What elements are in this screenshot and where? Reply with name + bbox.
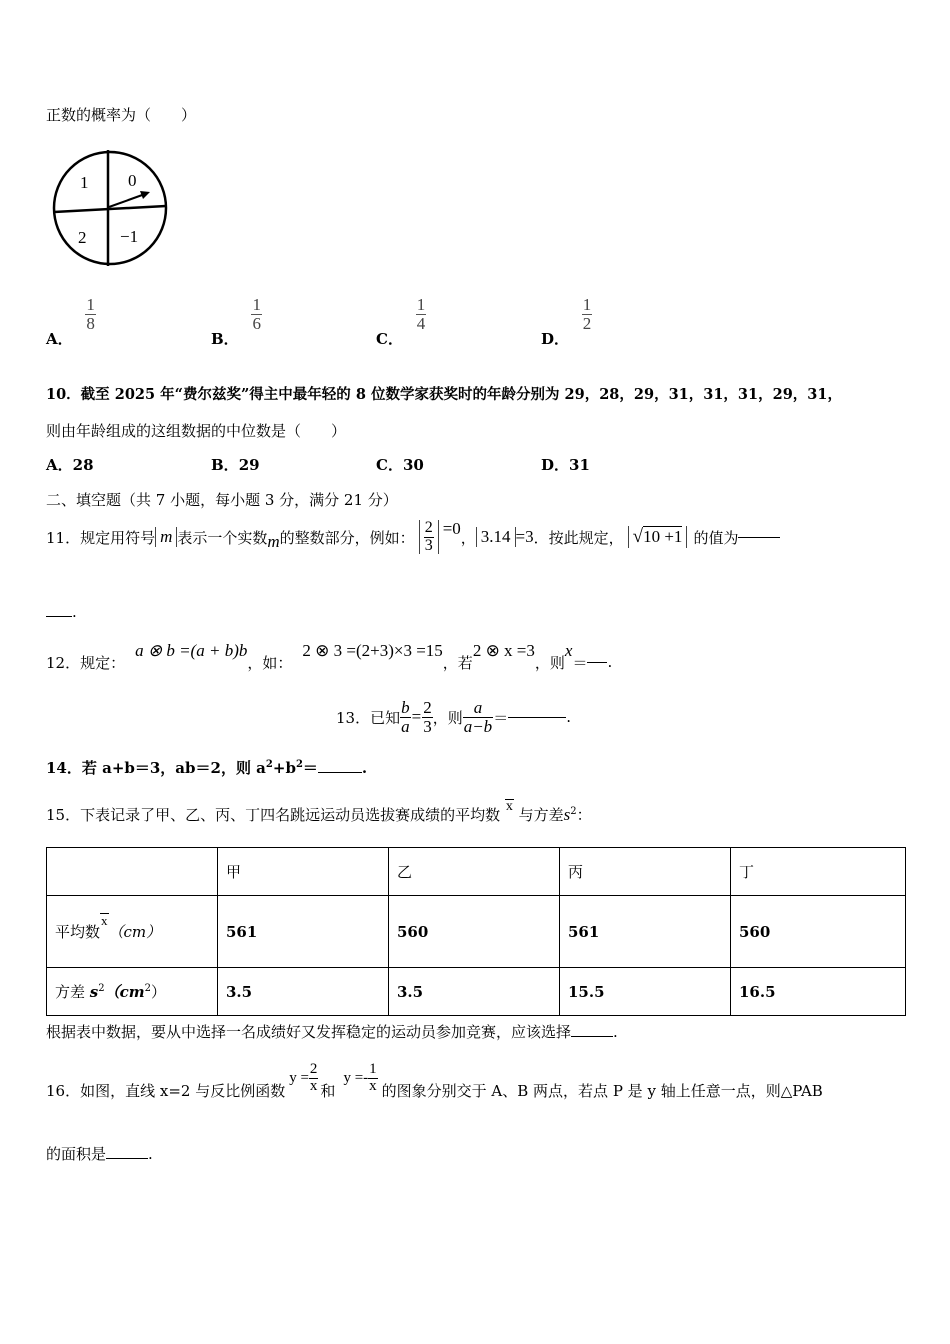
q10-option-c: C．30 xyxy=(376,456,424,474)
spinner-arrow xyxy=(109,194,145,207)
q12: 12．规定： a ⊗ b =(a + b)b ，如： 2 ⊗ 3 =(2+3)×3 =15 ，若 2 ⊗ x =3 ，则 x ＝ . xyxy=(46,641,613,672)
spinner-figure xyxy=(50,146,172,270)
q11-answer-blank xyxy=(738,536,780,538)
table-row-mean: 平均数x（cm） 561 560 561 560 xyxy=(47,896,906,968)
q9-option-c-fraction: $\frac{1}{4}$ xyxy=(416,295,426,333)
q11-expression: √10 +1 xyxy=(628,526,688,548)
q12-condition: 2 ⊗ x =3 xyxy=(472,641,535,660)
q9-option-d-fraction: $\frac{1}{2}$ xyxy=(582,295,592,333)
table-header-yi: 乙 xyxy=(389,848,560,896)
spinner-sector-neg1: −1 xyxy=(120,227,139,246)
table-header-jia: 甲 xyxy=(218,848,389,896)
q16-line2: 的面积是 . xyxy=(46,1145,153,1163)
table-row-variance: 方差 $s^2(cm^2)$ 3.5 3.5 15.5 16.5 xyxy=(47,968,906,1016)
table-header-row xyxy=(47,848,906,896)
q9-stem: 正数的概率为（ ） xyxy=(46,106,197,124)
q10-line1: 10．截至 2025 年“费尔兹奖”得主中最年轻的 8 位数学家获奖时的年龄分别为 29，28，29，31，31，31，29，31， xyxy=(46,386,842,403)
q12-definition: a ⊗ b =(a + b)b xyxy=(135,641,248,660)
q12-answer-blank xyxy=(587,661,607,663)
q15-stem: 15．下表记录了甲、乙、丙、丁四名跳远运动员选拔赛成绩的平均数 x 与方差$s^2$： xyxy=(46,799,592,824)
q12-example: 2 ⊗ 3 =(2+3)×3 =15 xyxy=(302,641,443,660)
q9-option-a: A． $\frac{1}{8}$ xyxy=(46,295,95,349)
spinner-sector-2: 2 xyxy=(78,228,87,247)
spinner-sector-0: 0 xyxy=(128,171,137,190)
spinner-arrow-head xyxy=(140,191,150,199)
table-row-mean-label: 平均数x（cm） xyxy=(47,896,218,968)
q10-line2: 则由年龄组成的这组数据的中位数是（ ） xyxy=(46,422,347,440)
q15-xbar: x xyxy=(505,799,513,814)
q9-option-b-fraction: $\frac{1}{6}$ xyxy=(252,295,261,333)
spinner-sector-1: 1 xyxy=(80,173,89,192)
table-header-bing: 丙 xyxy=(560,848,731,896)
q11-continued: . xyxy=(46,603,77,621)
q10-option-a: A．28 xyxy=(46,456,94,474)
q9-option-a-fraction: $\frac{1}{8}$ xyxy=(86,295,95,333)
q14: 14．若 a+b＝3，ab＝2，则 $a^2+b^2=$ . xyxy=(46,759,368,777)
table-row-variance-label: 方差 $s^2(cm^2)$ xyxy=(47,968,218,1016)
q9-option-c: C． $\frac{1}{4}$ xyxy=(376,295,426,349)
q10-option-b: B．29 xyxy=(211,456,260,474)
q9-option-d: D． $\frac{1}{2}$ xyxy=(541,295,592,349)
q16: 16．如图，直线 x=2 与反比例函数 y = $\frac{2}{x}$ 和 y =- $\frac{1}{x}$ 的图象分别交于 A、B 两点，若点 P 是 y 轴上任意一点，则△PAB xyxy=(46,1060,823,1100)
q11-bracket-m: m xyxy=(155,527,177,547)
q11-example1: $\frac{2}{3}$ xyxy=(419,520,439,555)
q11-example2: 3.14 xyxy=(476,527,516,547)
q15-answer-blank xyxy=(571,1035,613,1037)
section-title-fill-in: 二、填空题（共 7 小题，每小题 3 分，满分 21 分） xyxy=(46,491,398,509)
q11-m: m xyxy=(267,532,280,551)
q11: 11．规定用符号 m 表示一个实数 m 的整数部分，例如： $\frac{2}{3}$ =0 ， 3.14 =3 ．按此规定， √10 +1 的值为 xyxy=(46,512,780,562)
q13-answer-blank xyxy=(508,716,566,718)
q9-option-b: B． $\frac{1}{6}$ xyxy=(211,295,261,349)
q15-question: 根据表中数据，要从中选择一名成绩好又发挥稳定的运动员参加竞赛，应该选择 . xyxy=(46,1023,618,1041)
q14-answer-blank xyxy=(318,771,362,773)
q13: 13．已知 $\frac{b}{a}$ = $\frac{2}{3}$ ，则 $\frac{a}{a-b}$ ＝ . xyxy=(336,697,571,736)
q10-option-d: D．31 xyxy=(541,456,590,474)
q16-answer-blank xyxy=(106,1157,148,1159)
table-header-ding: 丁 xyxy=(731,848,906,896)
q15-table xyxy=(46,847,906,1016)
